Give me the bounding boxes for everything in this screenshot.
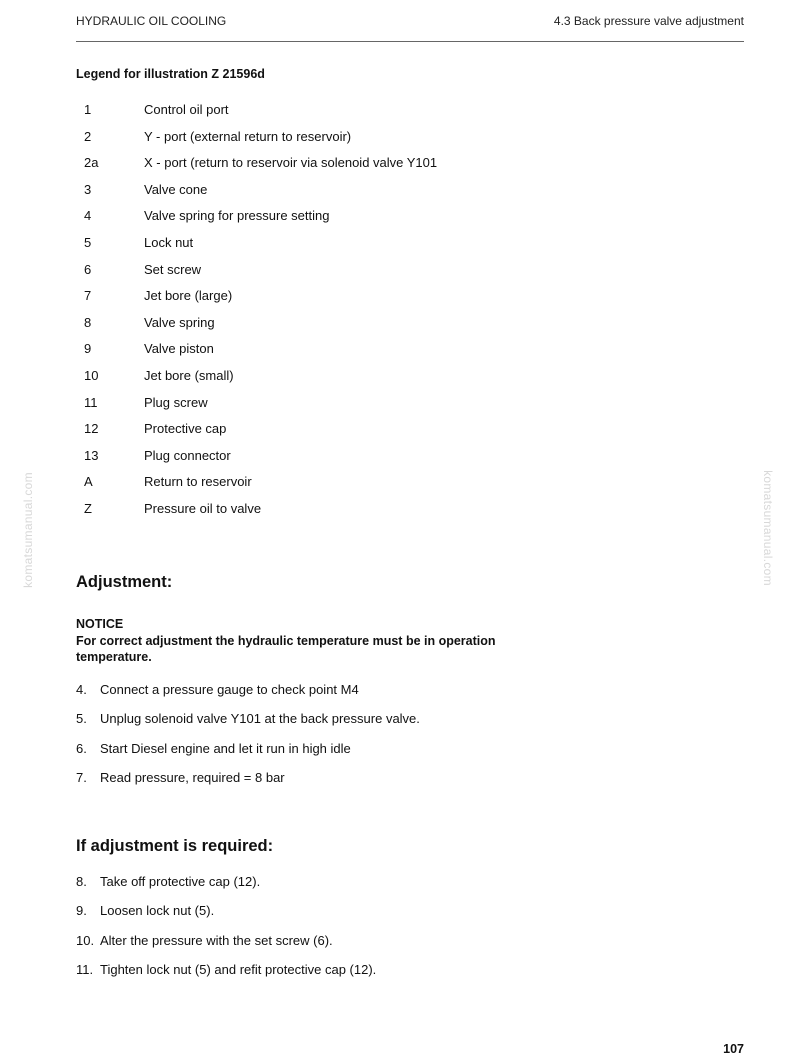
legend-description: Plug screw xyxy=(144,394,208,410)
step-text: Take off protective cap (12). xyxy=(100,874,261,889)
step-number: 11. xyxy=(76,961,94,977)
legend-key: 6 xyxy=(84,261,92,277)
step-text: Read pressure, required = 8 bar xyxy=(100,769,285,785)
step-text: Alter the pressure with the set screw (6). xyxy=(100,932,333,948)
header-section-title: 4.3 Back pressure valve adjustment xyxy=(553,14,744,28)
legend-key: A xyxy=(84,474,93,490)
legend-description: Jet bore (large) xyxy=(144,288,233,304)
legend-item xyxy=(76,180,536,207)
legend-item xyxy=(76,339,536,366)
notice-box xyxy=(76,616,496,666)
legend-item xyxy=(76,286,536,313)
legend-item xyxy=(76,127,536,154)
legend-description: Valve spring for pressure setting xyxy=(144,208,330,224)
legend-item xyxy=(76,313,536,340)
legend-item xyxy=(76,393,536,420)
step-text: Start Diesel engine and let it run in high idle xyxy=(100,740,351,756)
step-text: Unplug solenoid valve Y101 at the back pressure valve. xyxy=(100,711,420,727)
header-chapter-title: HYDRAULIC OIL COOLING xyxy=(76,14,227,28)
legend-description: Set screw xyxy=(144,261,202,277)
step-text: Loosen lock nut (5). xyxy=(100,903,215,919)
legend-description: Valve cone xyxy=(144,181,208,197)
step-number: 5. xyxy=(76,711,87,727)
legend-description: Jet bore (small) xyxy=(144,367,234,383)
notice-title: NOTICE xyxy=(76,617,124,631)
legend-description: X - port (return to reservoir via solenoid valve Y101 xyxy=(144,155,438,171)
legend-item xyxy=(76,366,536,393)
legend-key: Z xyxy=(84,500,92,516)
legend-title: Legend for illustration Z 21596d xyxy=(76,67,265,81)
legend-key: 7 xyxy=(84,288,92,304)
header-rule xyxy=(76,41,744,42)
legend-item xyxy=(76,233,536,260)
step-number: 8. xyxy=(76,874,87,889)
legend-description: Valve piston xyxy=(144,341,214,357)
step-number: 6. xyxy=(76,740,87,756)
step-item xyxy=(76,680,576,709)
legend-item xyxy=(76,206,536,233)
step-item xyxy=(76,872,576,901)
legend-description: Valve spring xyxy=(144,314,215,330)
legend-item xyxy=(76,446,536,473)
step-text: Tighten lock nut (5) and refit protective cap (12). xyxy=(100,961,377,977)
legend-description: Return to reservoir xyxy=(144,474,252,490)
legend-description: Protective cap xyxy=(144,421,227,437)
legend-description: Lock nut xyxy=(144,234,194,250)
step-item xyxy=(76,768,576,797)
step-item xyxy=(76,960,576,989)
legend-key: 10 xyxy=(84,367,99,383)
adjustment-steps xyxy=(76,680,576,797)
notice-text: For correct adjustment the hydraulic temperature must be in operation temperature. xyxy=(76,633,496,664)
watermark-right: komatsumanual.com xyxy=(761,470,775,586)
legend-key: 11 xyxy=(84,394,98,410)
legend-key: 9 xyxy=(84,341,92,357)
step-item xyxy=(76,739,576,768)
step-number: 10. xyxy=(76,932,95,948)
legend-description: Control oil port xyxy=(144,102,229,117)
legend-key: 3 xyxy=(84,181,92,197)
step-item xyxy=(76,709,576,738)
step-item xyxy=(76,901,576,930)
legend-item xyxy=(76,499,536,526)
step-number: 7. xyxy=(76,769,87,785)
legend-key: 8 xyxy=(84,314,92,330)
legend-item xyxy=(76,472,536,499)
legend-item xyxy=(76,419,536,446)
watermark-left: komatsumanual.com xyxy=(21,472,35,588)
step-item xyxy=(76,931,576,960)
legend-item xyxy=(76,153,536,180)
legend-key: 2 xyxy=(84,128,92,144)
step-number: 9. xyxy=(76,903,87,919)
legend-list xyxy=(76,100,536,526)
legend-key: 2a xyxy=(84,155,99,171)
legend-item xyxy=(76,100,536,127)
legend-item xyxy=(76,260,536,287)
legend-description: Plug connector xyxy=(144,447,231,463)
legend-key: 12 xyxy=(84,421,99,437)
legend-key: 5 xyxy=(84,234,92,250)
legend-key: 4 xyxy=(84,208,92,224)
step-text: Connect a pressure gauge to check point M4 xyxy=(100,682,359,697)
step-number: 4. xyxy=(76,682,87,697)
if-required-heading: If adjustment is required: xyxy=(76,837,274,855)
if-required-steps xyxy=(76,872,576,989)
legend-description: Pressure oil to valve xyxy=(144,500,262,516)
legend-description: Y - port (external return to reservoir) xyxy=(144,128,352,144)
legend-key: 13 xyxy=(84,447,99,463)
legend-key: 1 xyxy=(84,102,92,117)
adjustment-heading: Adjustment: xyxy=(76,573,173,591)
page-number: 107 xyxy=(723,1042,744,1055)
